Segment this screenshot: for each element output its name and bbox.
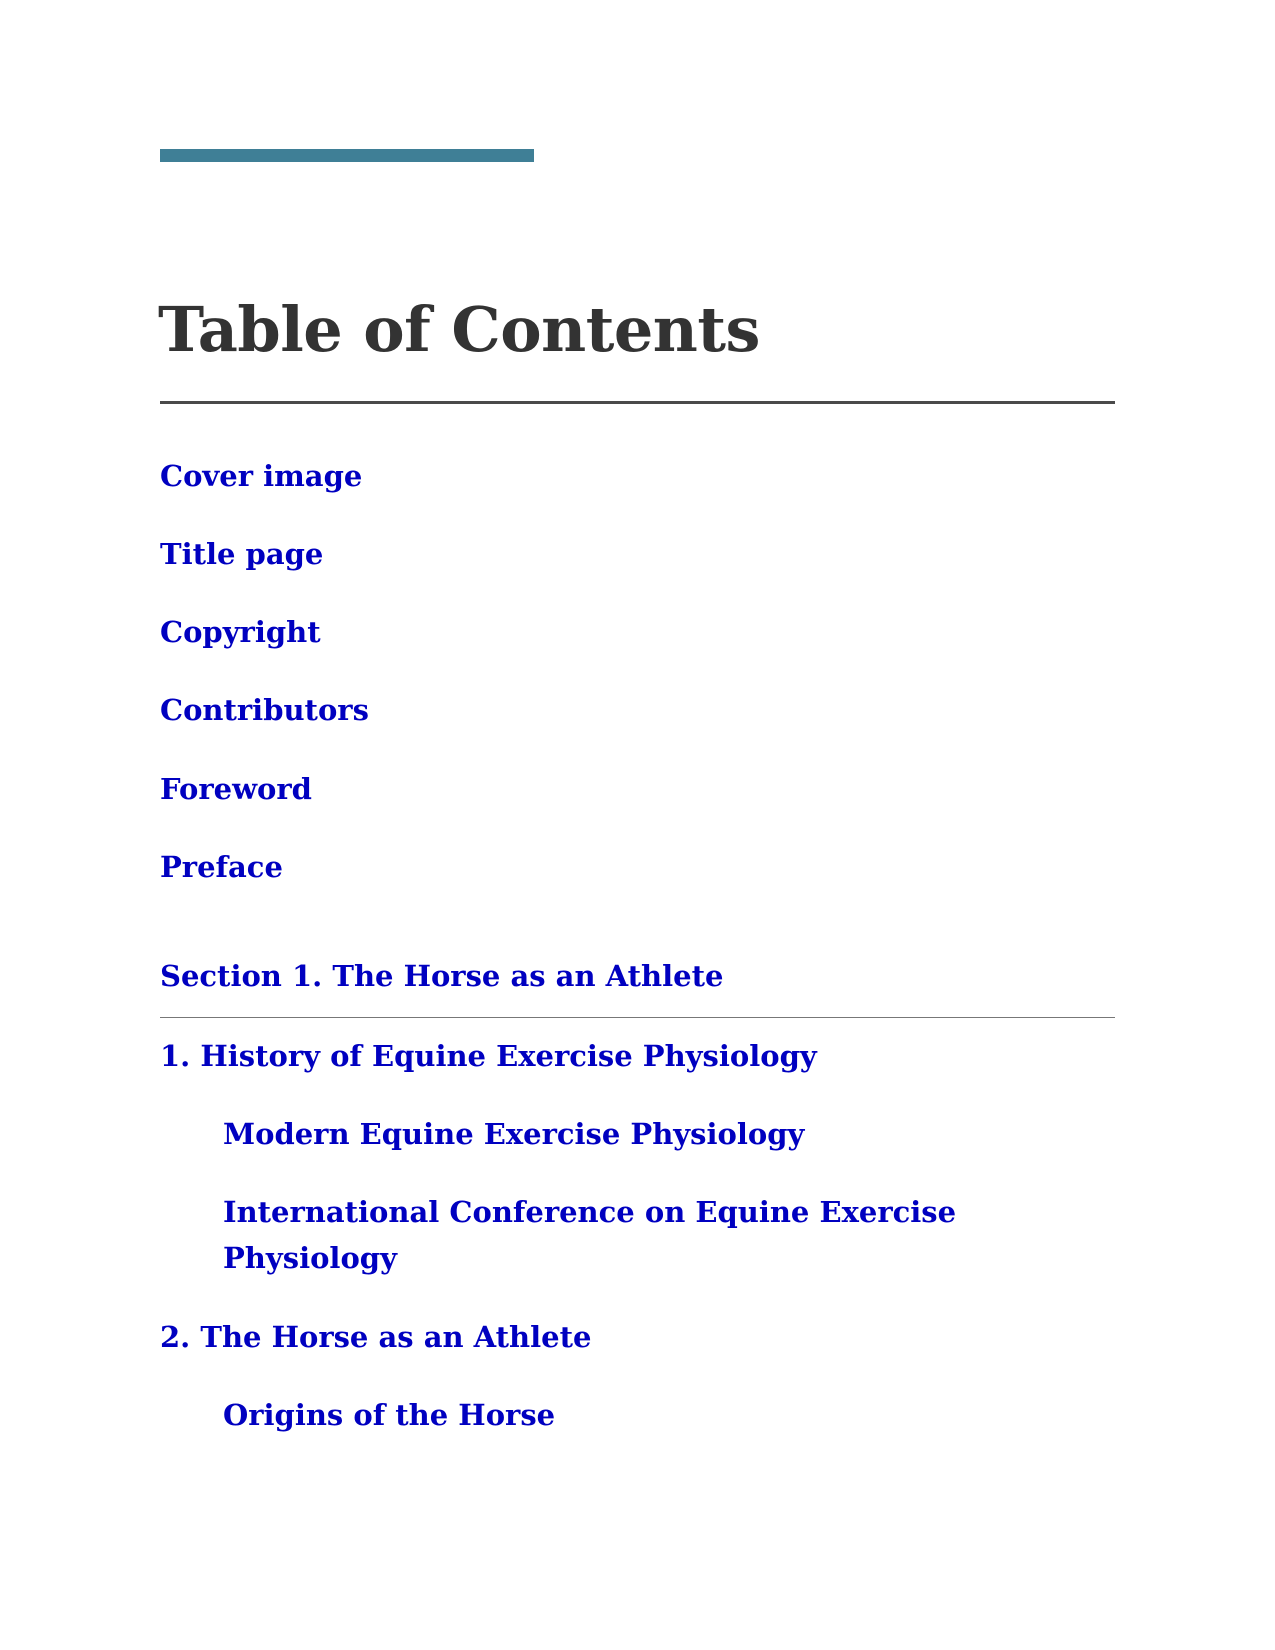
toc-link-chapter-1[interactable]: 1. History of Equine Exercise Physiology: [160, 1039, 817, 1073]
section-divider: [160, 1017, 1115, 1018]
page-title: Table of Contents: [158, 293, 760, 366]
title-divider: [160, 401, 1115, 404]
toc-link-modern-equine-exercise-physiology[interactable]: Modern Equine Exercise Physiology: [223, 1117, 805, 1151]
toc-link-title-page[interactable]: Title page: [160, 537, 324, 571]
toc-link-contributors[interactable]: Contributors: [160, 693, 369, 727]
toc-link-foreword[interactable]: Foreword: [160, 772, 312, 806]
toc-link-chapter-2[interactable]: 2. The Horse as an Athlete: [160, 1320, 592, 1354]
toc-link-origins-of-the-horse[interactable]: Origins of the Horse: [223, 1398, 556, 1432]
toc-link-copyright[interactable]: Copyright: [160, 615, 321, 649]
toc-link-cover-image[interactable]: Cover image: [160, 459, 363, 493]
toc-link-international-conference[interactable]: International Conference on Equine Exercise Physiology: [223, 1195, 957, 1275]
accent-bar: [160, 149, 534, 162]
toc-link-section-1[interactable]: Section 1. The Horse as an Athlete: [160, 959, 724, 993]
toc-link-preface[interactable]: Preface: [160, 850, 283, 884]
